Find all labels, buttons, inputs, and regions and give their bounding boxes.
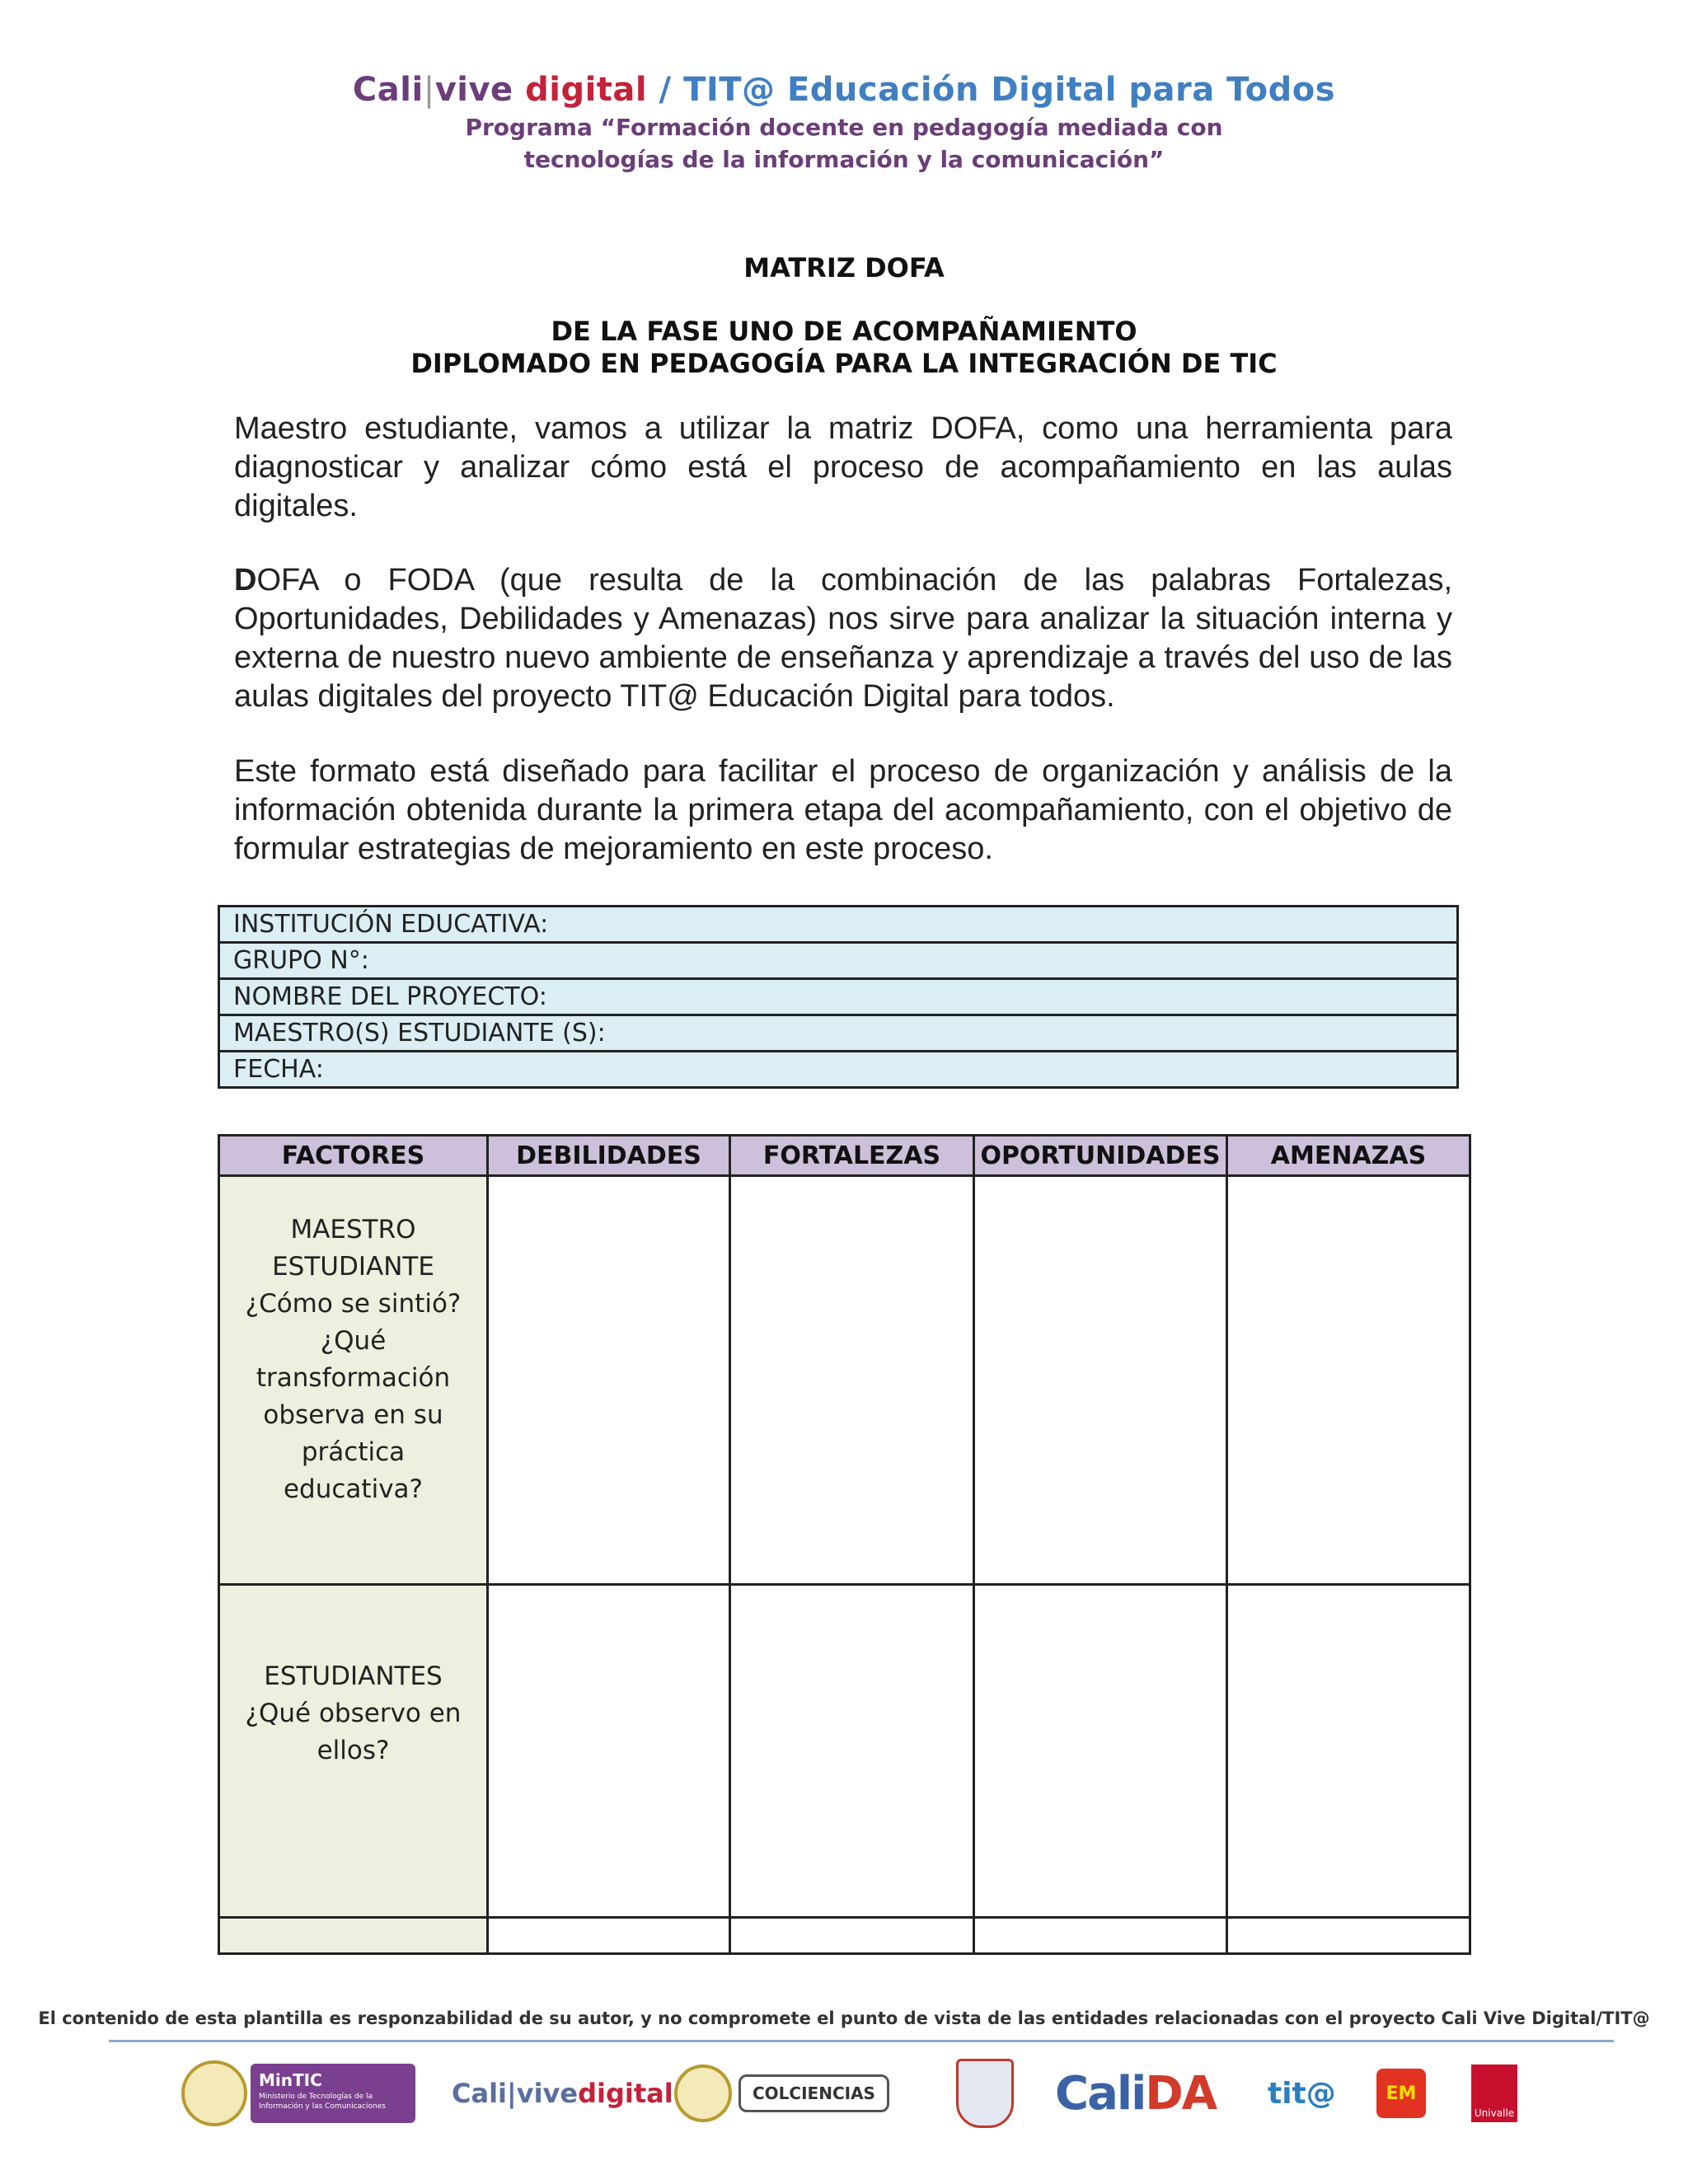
dofa-header-row [219,1136,1470,1176]
emcali-logo [1376,2052,1426,2135]
cell-empty[interactable] [488,1918,730,1954]
header-oportunidades: OPORTUNIDADES [974,1136,1227,1176]
info-field-fecha[interactable]: FECHA: [219,1052,1458,1088]
program-line-1: Programa “Formación docente en pedagogía mediada con [465,114,1223,141]
info-row [219,1052,1458,1088]
mintic-sub: Ministerio de Tecnologías de la Información y las Comunicaciones [259,2093,386,2111]
factor-estudiantes-text: ESTUDIANTES ¿Qué observo en ellos? [245,1661,462,1765]
univalle-text: Univalle [1471,2064,1517,2122]
brand-sep: | [423,71,435,109]
calida-da: DA [1145,2066,1217,2121]
cell-debilidades-estudiantes[interactable] [488,1585,730,1918]
info-row [219,1015,1458,1052]
info-field-maestros[interactable]: MAESTRO(S) ESTUDIANTE (S): [219,1015,1458,1052]
footer-divider [109,2040,1614,2042]
header-debilidades: DEBILIDADES [488,1136,730,1176]
format-paragraph: Este formato está diseñado para facilitar el proceso de organización y análisis de la información obtenida durante la primera etapa del acompañamiento, con el objetivo de formular estrategias de mejoramiento en este proceso. [234,754,1452,866]
factor-maestro-estudiante [219,1176,488,1585]
drop-letter: D [234,563,257,598]
cell-empty[interactable] [730,1918,974,1954]
cell-debilidades-maestro[interactable] [488,1176,730,1585]
page-header [0,71,1688,173]
calivive-text: Cali|vive [452,2078,579,2109]
cell-fortalezas-maestro[interactable] [730,1176,974,1585]
brand-vive: vive [434,71,526,109]
calivive-digital: digital [578,2078,673,2109]
alcaldia-shield-icon [956,2052,1014,2135]
info-row [219,979,1458,1015]
header-amenazas: AMENAZAS [1227,1136,1470,1176]
header-fortalezas: FORTALEZAS [730,1136,974,1176]
brand-cali: Cali [352,71,424,109]
factor-maestro-text: MAESTRO ESTUDIANTE ¿Cómo se sintió? ¿Qué transformación observa en su práctica educativa? [245,1215,462,1504]
factor-empty [219,1918,488,1954]
cell-empty[interactable] [974,1918,1227,1954]
colombia-seal-icon [181,2052,247,2135]
univalle-logo [1471,2052,1517,2135]
cell-amenazas-maestro[interactable] [1227,1176,1470,1585]
dofa-row-empty [219,1918,1470,1954]
mintic-label: MinTIC [259,2070,322,2090]
colombia-seal-2-icon [674,2052,732,2135]
header-brand [0,71,1688,109]
colciencias-logo [738,2052,889,2135]
info-field-institucion[interactable]: INSTITUCIÓN EDUCATIVA: [219,907,1458,943]
calivive-logo [452,2052,673,2135]
calida-logo [1055,2052,1216,2135]
info-field-proyecto[interactable]: NOMBRE DEL PROYECTO: [219,979,1458,1015]
document-subtitle-1: DE LA FASE UNO DE ACOMPAÑAMIENTO [551,316,1137,347]
footer-disclaimer: El contenido de esta plantilla es responzabilidad de su autor, y no compromete el punto de vista de las entidades relacionadas con el proyecto Cali Vive Digital/TIT@ [38,2008,1650,2028]
tit-logo: tit@ [1268,2076,1336,2111]
cell-empty[interactable] [1227,1918,1470,1954]
info-row [219,943,1458,979]
footer-logos [181,2052,1533,2143]
document-title: MATRIZ DOFA [743,252,945,284]
factor-estudiantes [219,1585,488,1918]
dofa-row-maestro [219,1176,1470,1585]
cell-oportunidades-maestro[interactable] [974,1176,1227,1585]
dofa-definition-text: OFA o FODA (que resulta de la combinación de las palabras Fortalezas, Oportunidades, Debilidades y Amenazas) nos sirve para analizar la situación interna y externa de nuestro nuevo ambiente de enseñanza y aprendizaje a través del uso de las aulas digitales del proyecto TIT@ Educación Digital para todos. [234,563,1452,714]
info-table [218,905,1459,1089]
cell-amenazas-estudiantes[interactable] [1227,1585,1470,1918]
brand-title: / TIT@ Educación Digital para Todos [647,71,1336,109]
info-field-grupo[interactable]: GRUPO N°: [219,943,1458,979]
document-subtitle-2: DIPLOMADO EN PEDAGOGÍA PARA LA INTEGRACIÓN DE TIC [410,348,1278,379]
calida-cali: Cali [1055,2066,1146,2121]
dofa-definition-paragraph [234,561,1452,716]
cell-oportunidades-estudiantes[interactable] [974,1585,1227,1918]
dofa-row-estudiantes [219,1585,1470,1918]
cell-fortalezas-estudiantes[interactable] [730,1585,974,1918]
emcali-text: EM [1376,2069,1426,2118]
brand-digital: digital [525,71,648,109]
info-row [219,907,1458,943]
header-factores: FACTORES [219,1136,488,1176]
dofa-matrix-table [218,1134,1471,1955]
intro-paragraph: Maestro estudiante, vamos a utilizar la matriz DOFA, como una herramienta para diagnosticar y analizar cómo está el proceso de acompañamiento en las aulas digitales. [234,411,1452,523]
colciencias-text: COLCIENCIAS [738,2074,889,2112]
program-line-2: tecnologías de la información y la comunicación” [523,146,1165,173]
mintic-logo [251,2064,415,2123]
